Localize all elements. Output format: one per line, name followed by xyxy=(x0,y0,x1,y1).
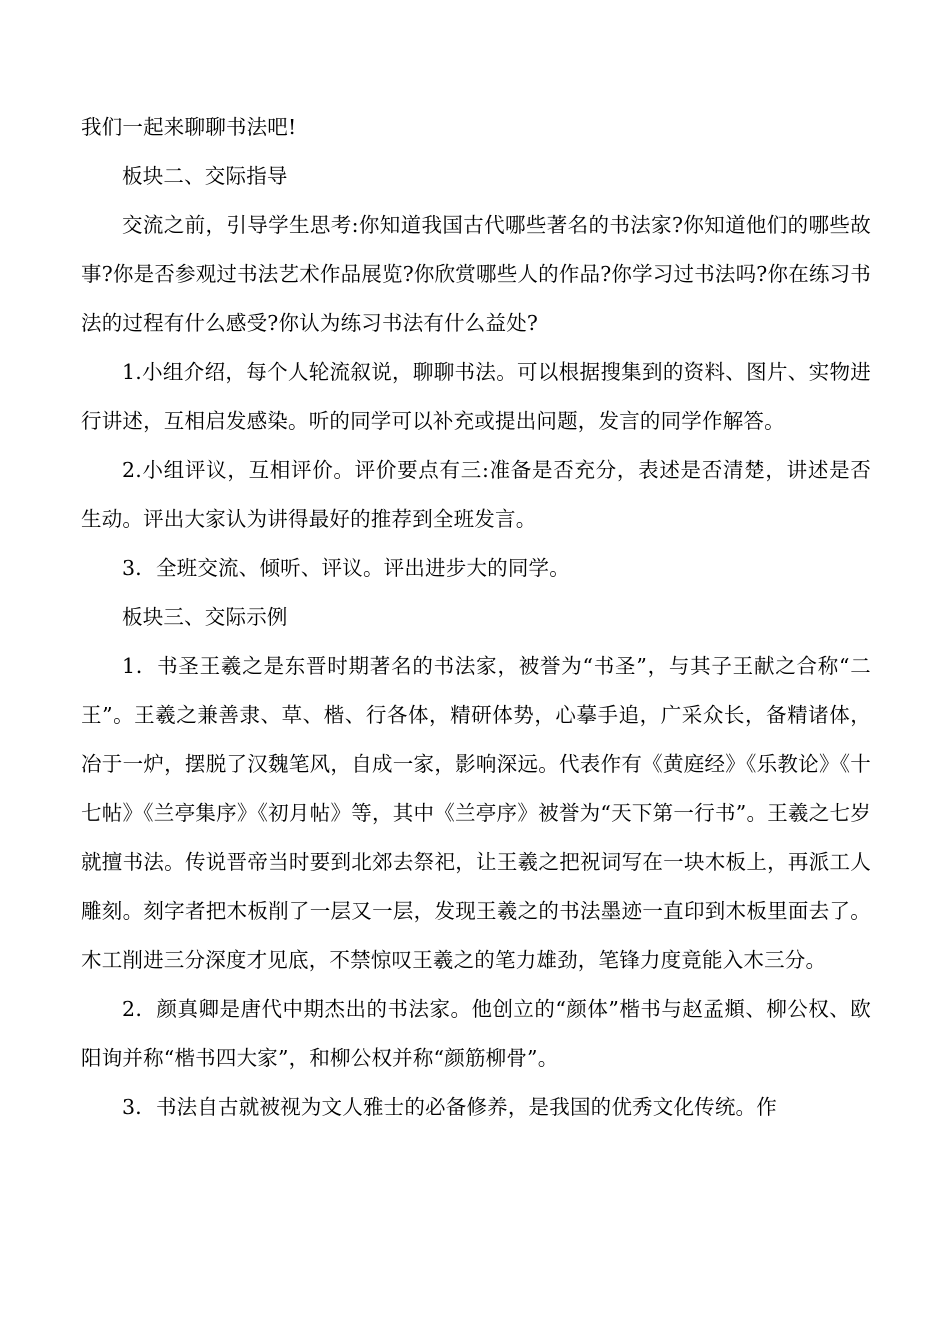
paragraph-guidance-questions: 交流之前，引导学生思考:你知道我国古代哪些著名的书法家?你知道他们的哪些故事?你是否参观过书法艺术作品展览?你欣赏哪些人的作品?你学习过书法吗?你在练习书法的过程有什么感受?你认为练习书法有什么益处? xyxy=(81,213,871,335)
section-heading-examples: 板块三、交际示例 xyxy=(122,605,288,629)
paragraph-step-2: 2.小组评议，互相评价。评价要点有三:准备是否充分，表述是否清楚，讲述是否生动。评出大家认为讲得最好的推荐到全班发言。 xyxy=(81,458,871,531)
section-heading-guidance: 板块二、交际指导 xyxy=(122,164,288,188)
document-body xyxy=(81,103,871,1132)
paragraph-example-1: 1．书圣王羲之是东晋时期著名的书法家，被誉为“书圣”，与其子王献之合称“二王”。王羲之兼善隶、草、楷、行各体，精研体势，心摹手追，广采众长，备精诸体，冶于一炉，摆脱了汉魏笔风，自成一家，影响深远。代表作有《黄庭经》《乐教论》《十七帖》《兰亭集序》《初月帖》等，其中《兰亭序》被誉为“天下第一行书”。王羲之七岁就擅书法。传说晋帝当时要到北郊去祭祀，让王羲之把祝词写在一块木板上，再派工人雕刻。刻字者把木板削了一层又一层，发现王羲之的书法墨迹一直印到木板里面去了。木工削进三分深度才见底，不禁惊叹王羲之的笔力雄劲，笔锋力度竟能入木三分。 xyxy=(81,654,871,972)
paragraph-example-2: 2．颜真卿是唐代中期杰出的书法家。他创立的“颜体”楷书与赵孟頫、柳公权、欧阳询并称“楷书四大家”，和柳公权并称“颜筋柳骨”。 xyxy=(81,997,871,1070)
paragraph-step-3: 3．全班交流、倾听、评议。评出进步大的同学。 xyxy=(122,556,570,580)
paragraph-step-1: 1.小组介绍，每个人轮流叙说，聊聊书法。可以根据搜集到的资料、图片、实物进行讲述，互相启发感染。听的同学可以补充或提出问题，发言的同学作解答。 xyxy=(81,360,871,433)
paragraph-example-3: 3．书法自古就被视为文人雅士的必备修养，是我国的优秀文化传统。作 xyxy=(122,1095,777,1119)
paragraph-intro: 我们一起来聊聊书法吧! xyxy=(81,115,297,139)
